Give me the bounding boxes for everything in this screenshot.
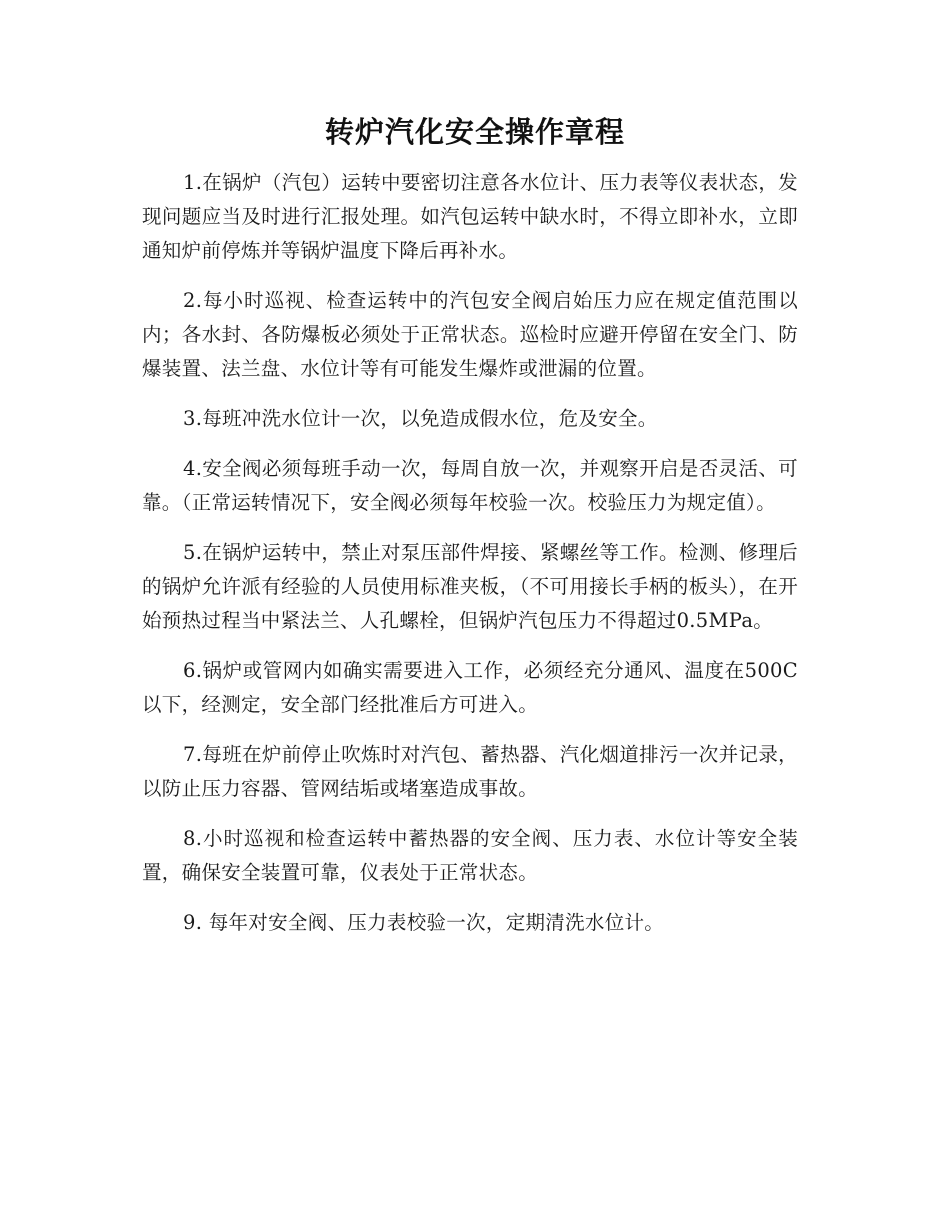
paragraph-7: 7.每班在炉前停止吹炼时对汽包、蓄热器、汽化烟道排污一次并记录，以防止压力容器、管网结垢或堵塞造成事故。 <box>142 743 798 800</box>
paragraph-8: 8.小时巡视和检查运转中蓄热器的安全阀、压力表、水位计等安全装置，确保安全装置可靠，仪表处于正常状态。 <box>142 827 798 884</box>
paragraph-9: 9. 每年对安全阀、压力表校验一次，定期清洗水位计。 <box>183 911 665 934</box>
paragraph-2: 2.每小时巡视、检查运转中的汽包安全阀启始压力应在规定值范围以内；各水封、各防爆板必须处于正常状态。巡检时应避开停留在安全门、防爆装置、法兰盘、水位计等有可能发生爆炸或泄漏的位置。 <box>142 289 798 380</box>
page-title: 转炉汽化安全操作章程 <box>324 115 625 149</box>
document-body <box>142 166 798 956</box>
paragraph-4: 4.安全阀必须每班手动一次，每周自放一次，并观察开启是否灵活、可靠。（正常运转情况下，安全阀必须每年校验一次。校验压力为规定值）。 <box>142 457 798 514</box>
paragraph-5: 5.在锅炉运转中，禁止对泵压部件焊接、紧螺丝等工作。检测、修理后的锅炉允许派有经验的人员使用标准夹板，（不可用接长手柄的板头），在开始预热过程当中紧法兰、人孔螺栓，但锅炉汽包压力不得超过0.5MPa。 <box>142 541 798 632</box>
paragraph-3: 3.每班冲洗水位计一次，以免造成假水位，危及安全。 <box>183 407 658 430</box>
paragraph-1: 1.在锅炉（汽包）运转中要密切注意各水位计、压力表等仪表状态，发现问题应当及时进行汇报处理。如汽包运转中缺水时，不得立即补水，立即通知炉前停炼并等锅炉温度下降后再补水。 <box>142 171 798 262</box>
paragraph-6: 6.锅炉或管网内如确实需要进入工作，必须经充分通风、温度在500C以下，经测定，安全部门经批准后方可进入。 <box>142 659 798 716</box>
